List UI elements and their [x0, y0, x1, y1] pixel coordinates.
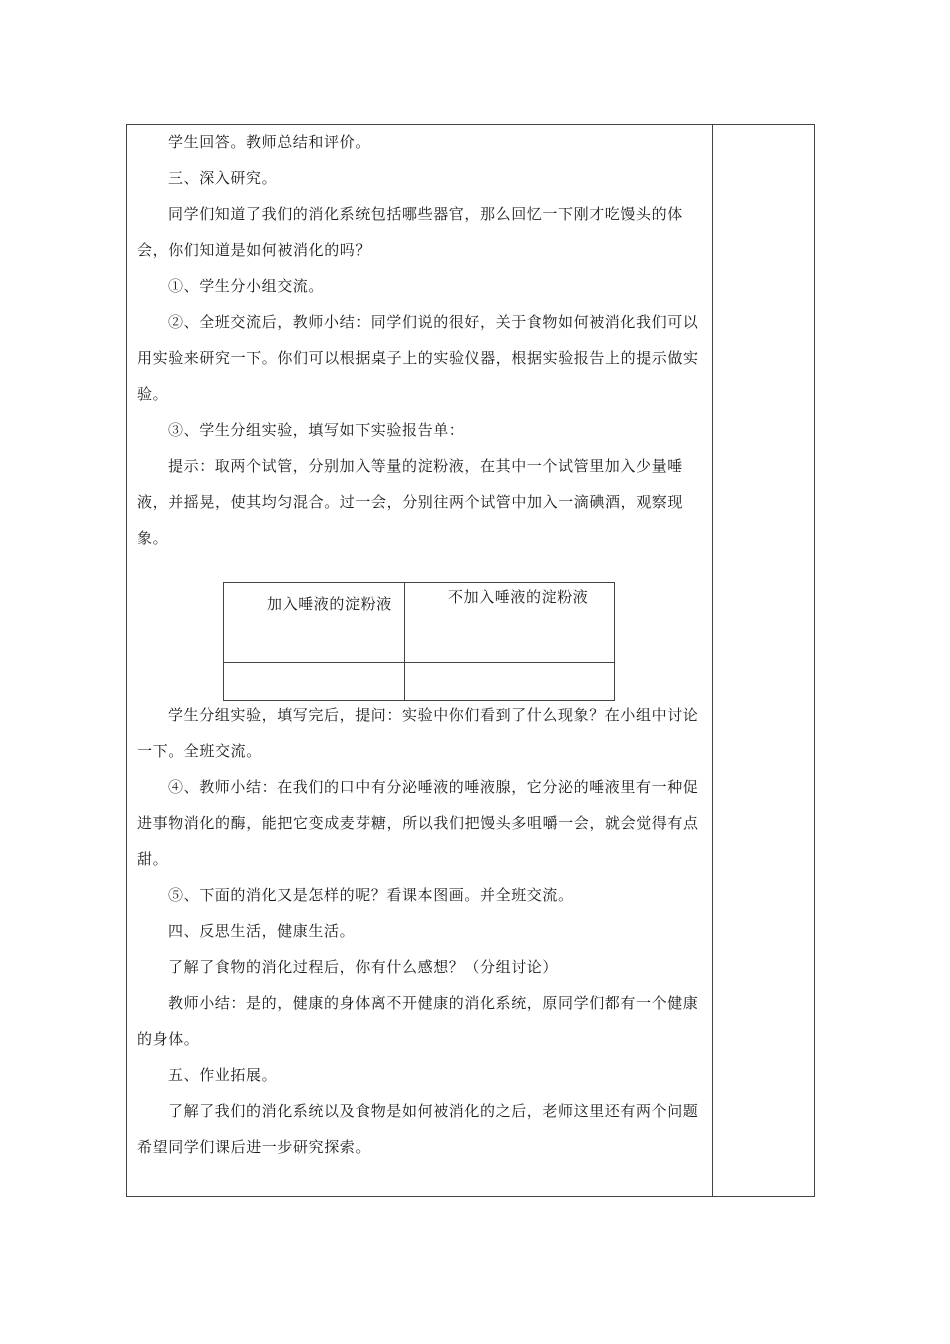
paragraph: 同学们知道了我们的消化系统包括哪些器官，那么回忆一下刚才吃馒头的体会，你们知道是如何被消化的吗？ — [137, 205, 683, 259]
paragraph: 提示：取两个试管，分别加入等量的淀粉液，在其中一个试管里加入少量唾液，并摇晃，使其均匀混合。过一会，分别往两个试管中加入一滴碘酒，观察现象。 — [137, 457, 684, 547]
paragraph: ②、全班交流后，教师小结：同学们说的很好，关于食物如何被消化我们可以用实验来研究一下。你们可以根据桌子上的实验仪器，根据实验报告上的提示做实验。 — [137, 313, 699, 403]
paragraph: ③、学生分组实验，填写如下实验报告单： — [168, 421, 465, 439]
section-heading: 五、作业拓展。 — [168, 1066, 278, 1084]
paragraph: 学生分组实验，填写完后，提问：实验中你们看到了什么现象？在小组中讨论一下。全班交流。 — [137, 706, 699, 760]
paragraph: ④、教师小结：在我们的口中有分泌唾液的唾液腺，它分泌的唾液里有一种促进事物消化的酶，能把它变成麦芽糖，所以我们把馒头多咀嚼一会，就会觉得有点甜。 — [137, 778, 699, 868]
report-col1-header: 加入唾液的淀粉液 — [224, 583, 405, 663]
paragraph: ①、学生分小组交流。 — [168, 277, 325, 295]
section-heading: 四、反思生活，健康生活。 — [168, 922, 356, 940]
report-col1-result-cell — [224, 663, 405, 701]
report-col2-header: 不加入唾液的淀粉液 — [405, 583, 615, 663]
report-col2-result-cell — [405, 663, 615, 701]
paragraph: 教师小结：是的，健康的身体离不开健康的消化系统，原同学们都有一个健康的身体。 — [137, 994, 699, 1048]
lesson-content-top — [137, 124, 703, 556]
notes-column-divider — [712, 124, 713, 1197]
experiment-report-table — [223, 582, 615, 701]
lesson-content-bottom — [137, 697, 703, 1165]
paragraph: 了解了食物的消化过程后，你有什么感想？（分组讨论） — [168, 958, 559, 976]
paragraph: 了解了我们的消化系统以及食物是如何被消化的之后，老师这里还有两个问题希望同学们课后进一步研究探索。 — [137, 1102, 699, 1156]
paragraph: ⑤、下面的消化又是怎样的呢？看课本图画。并全班交流。 — [168, 886, 574, 904]
section-heading: 三、深入研究。 — [168, 169, 278, 187]
paragraph: 学生回答。教师总结和评价。 — [168, 133, 371, 151]
